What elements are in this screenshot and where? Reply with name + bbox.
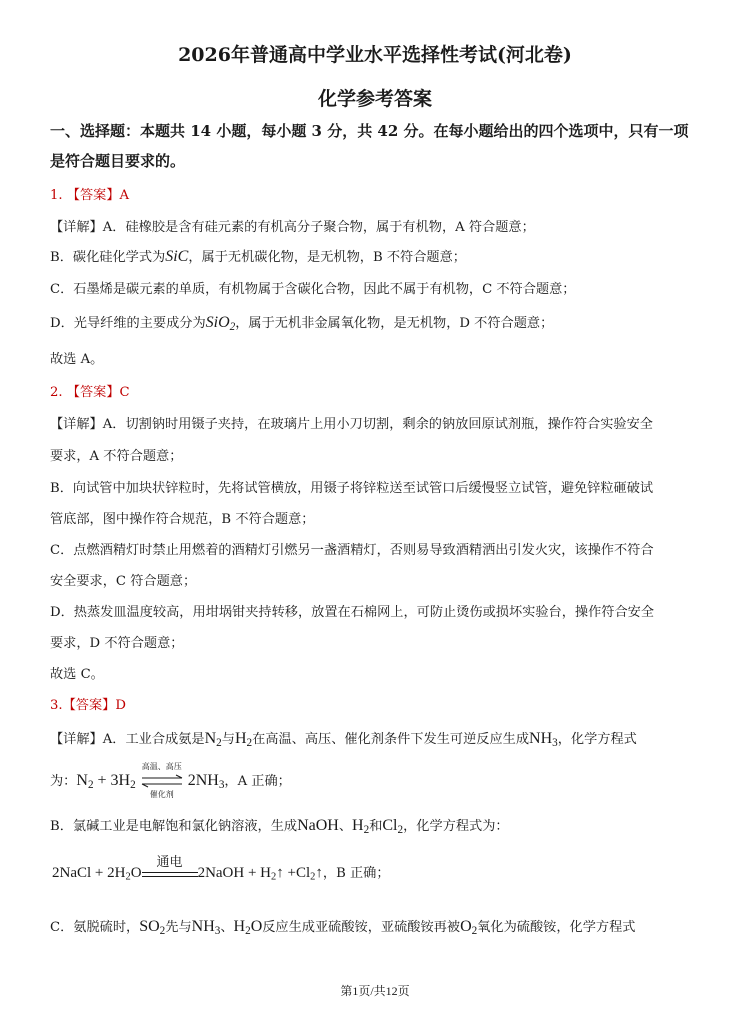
q2-line-d2: 要求，D 不符合题意； [50,636,184,651]
q1-line-d [50,312,715,332]
q1-answer: 1. 【答案】A [50,188,130,203]
q2-answer: 2. 【答案】C [50,385,130,400]
q1-line-b-post: ，属于无机碳化物，是无机物，B 不符合题意； [188,250,466,265]
q3-answer: 3.【答案】D [50,698,126,713]
q3-line-a1: 【详解】A．工业合成氨是$N_2$与$H_2$在高温、高压、催化剂条件下发生可逆反应生成$NH_3$，化学方程式 [50,730,637,749]
q2-line-a2: 要求，A 不符合题意； [50,449,183,464]
q1-line-a: 【详解】A．硅橡胶是含有硅元素的有机高分子聚合物，属于有机物，A 符合题意； [50,220,535,235]
electrolysis-sign-icon: 通电 [142,867,198,881]
formula-h2o: $H_2O$ [233,918,263,937]
formula-cl2: $Cl_2$ [382,817,404,836]
q1-line-d-post: ，属于无机非金属氧化物，是无机物，D 不符合题意； [235,316,554,331]
formula-h2-b: $H_2$ [352,817,370,836]
formula-so2: $SO_2$ [139,918,166,937]
exam-subtitle: 化学参考答案 [317,88,432,110]
q2-line-c2: 安全要求，C 符合题意； [50,574,197,589]
section-heading-line1: 一、选择题：本题共 14 小题，每小题 3 分，共 42 分。在每小题给出的四个选项中，只有一项 [50,122,689,140]
q1-line-b [50,246,715,266]
q2-conclusion: 故选 C。 [50,667,104,682]
page-footer: 第1页/共12页 [340,984,410,998]
q1-line-d-pre: D．光导纤维的主要成分为 [50,316,206,331]
formula-o2: $O_2$ [460,918,478,937]
q2-line-d1: D．热蒸发皿温度较高，用坩埚钳夹持转移，放置在石棉网上，可防止烫伤或损坏实验台，操作符合安全 [50,605,655,620]
q3-line-c: C．氨脱硫时，$SO_2$先与$NH_3$、$H_2O$反应生成亚硫酸铵，亚硫酸铵再被$O_2$氧化为硫酸铵，化学方程式 [50,918,636,937]
formula-n2: $N_2$ [204,730,222,749]
section-heading [50,116,710,176]
q2-line-c1: C．点燃酒精灯时禁止用燃着的酒精灯引燃另一盏酒精灯，否则易导致酒精洒出引发火灾，该操作不符合 [50,543,654,558]
formula-sic: SiC [165,248,189,265]
q1-line-b-pre: B．碳化硅化学式为 [50,250,166,265]
equation-chlor-alkali: 2NaCl + $2H_2O$ 通电 2NaOH + $H_2↑$ $+Cl_2↑$，B 正确； [52,854,390,883]
q2-line-b2: 管底部，图中操作符合规范，B 不符合题意； [50,512,315,527]
section-heading-line2: 是符合题目要求的。 [50,152,186,170]
formula-nh3: $NH_3$ [529,730,558,749]
formula-nh3-c: $NH_3$ [191,918,221,937]
reversible-arrow-icon: 高温、高压 催化剂 [141,762,182,800]
exam-title: 2026年普通高中学业水平选择性考试(河北卷) [178,44,572,66]
q1-conclusion: 故选 A。 [50,352,104,367]
equation-ammonia-synthesis: $N_2 + 3H_2$ 高温、高压 催化剂 $2NH_3$ [76,762,225,800]
q3-line-b: B．氯碱工业是电解饱和氯化钠溶液，生成NaOH、$H_2$和$Cl_2$，化学方程式为： [50,817,509,836]
formula-h2: $H_2$ [234,730,253,749]
q1-line-c: C．石墨烯是碳元素的单质，有机物属于含碳化合物，因此不属于有机物，C 不符合题意； [50,282,576,297]
q2-line-b1: B．向试管中加块状锌粒时，先将试管横放，用镊子将锌粒送至试管口后缓慢竖立试管，避免锌粒砸破试 [50,481,654,496]
q2-line-a1: 【详解】A．切割钠时用镊子夹持，在玻璃片上用小刀切割，剩余的钠放回原试剂瓶，操作符合实验安全 [50,417,653,432]
formula-naoh: NaOH [297,817,339,834]
q3-line-a2: 为：$N_2 + 3H_2$ 高温、高压 催化剂 $2NH_3$，A 正确； [50,762,291,800]
formula-sio2: SiO$_2$ [205,314,236,333]
